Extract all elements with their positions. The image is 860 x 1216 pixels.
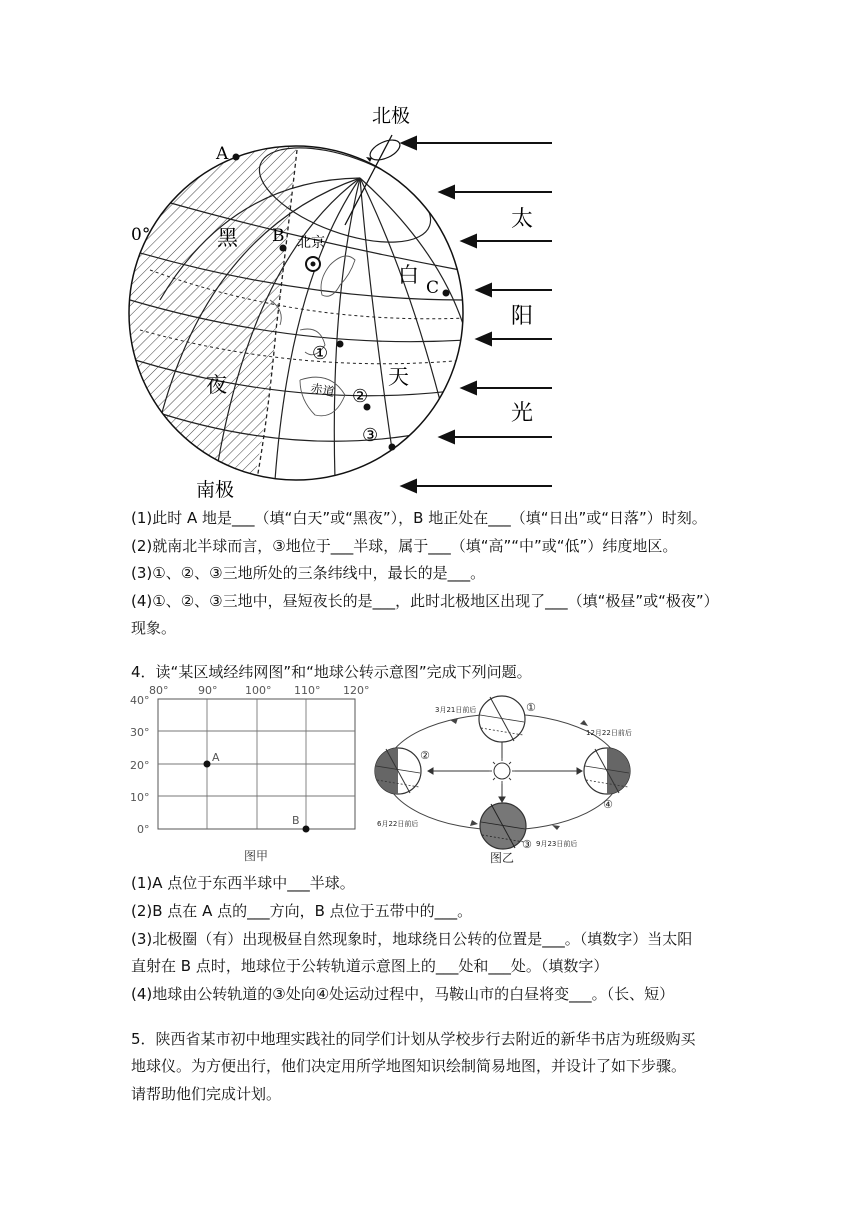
lon-label-110: 110° [294,684,321,697]
q4-line-3: (3)北极圈（有）出现极昼自然现象时，地球绕日公转的位置是___。（填数字）当太阳 [131,930,693,948]
label-b: B [272,226,285,246]
night-char-2: 夜 [206,373,227,397]
grid-point-b [303,826,310,833]
zero-degree-label: 0° [131,225,151,245]
grid-point-a [204,761,211,768]
orbit-label-jun22: 6月22日前后 [377,820,419,828]
day-char-1: 白 [398,263,419,287]
lon-label-100: 100° [245,684,272,697]
lat-label-30: 30° [130,726,150,739]
sun-char-3: 光 [511,401,534,426]
q5-line-2: 地球仪。为方便出行，他们决定用所学地图知识绘制简易地图，并设计了如下步骤。 [131,1057,687,1075]
sun-char-1: 太 [511,207,534,232]
orbit-pos-4: ④ [603,798,613,811]
orbit-pos-1: ① [526,701,536,714]
lat-label-20: 20° [130,759,150,772]
q4-line-2: (2)B 点在 A 点的___方向，B 点位于五带中的___。 [131,902,473,920]
q3-line-4: (4)①、②、③三地中，昼短夜长的是___，此时北极地区出现了___（填“极昼”或“极夜”） [131,592,719,610]
q4-line-5: (4)地球由公转轨道的③处向④处运动过程中，马鞍山市的白昼将变___。（长、短） [131,985,675,1003]
lon-label-80: 80° [149,684,169,697]
point-3 [389,444,396,451]
point-c [443,290,450,297]
q3-line-2: (2)就南北半球而言，③地位于___半球，属于___（填“高”“中”或“低”）纬度地区。 [131,537,678,555]
night-char-1: 黑 [217,226,238,250]
circle-1-label: ① [312,343,329,364]
q3-line-3: (3)①、②、③三地所处的三条纬线中，最长的是___。 [131,564,486,582]
orbit-label-sep23: 9月23日前后 [536,840,578,848]
point-1 [337,341,344,348]
label-c: C [426,278,440,298]
orbit-pos-2: ② [420,749,430,762]
q4-line-4: 直射在 B 点时，地球位于公转轨道示意图上的___处和___处。（填数字） [131,957,609,975]
q5-line-1: 5．陕西省某市初中地理实践社的同学们计划从学校步行去附近的新华书店为班级购买 [131,1030,696,1048]
q3-line-5: 现象。 [131,619,177,637]
orbit-pos-3: ③ [522,838,532,851]
orbit-label-dec22: 12月22日前后 [586,729,632,737]
orbit-figure [370,685,640,865]
orbit-caption: 图乙 [490,851,515,865]
equator-label: 赤道 [309,381,336,400]
orbit-label-mar21: 3月21日前后 [435,706,477,714]
q3-line-1: (1)此时 A 地是___（填“白天”或“黑夜”），B 地正处在___（填“日出”或“日落”）时刻。 [131,509,707,527]
north-pole-label: 北极 [372,105,411,127]
lat-label-40: 40° [130,694,150,707]
lon-label-120: 120° [343,684,370,697]
grid-caption: 图甲 [244,849,269,863]
grid-point-b-label: B [292,814,300,827]
south-pole-label: 南极 [196,479,235,501]
sun-char-2: 阳 [511,304,534,329]
globe-figure [120,95,570,505]
q4-title: 4．读“某区域经纬网图”和“地球公转示意图”完成下列问题。 [131,663,532,681]
q4-line-1: (1)A 点位于东西半球中___半球。 [131,874,355,892]
label-a: A [216,144,229,164]
q5-line-3: 请帮助他们完成计划。 [131,1085,282,1103]
circle-3-label: ③ [362,425,379,446]
beijing-label: 北京 [297,235,325,251]
day-char-2: 天 [388,365,409,389]
grid-point-a-label: A [212,751,220,764]
circle-2-label: ② [352,386,369,407]
lat-label-0: 0° [137,823,150,836]
lat-label-10: 10° [130,791,150,804]
sun-icon [489,758,515,784]
point-a [233,154,240,161]
lon-label-90: 90° [198,684,218,697]
lat-lon-grid-figure [125,680,375,865]
